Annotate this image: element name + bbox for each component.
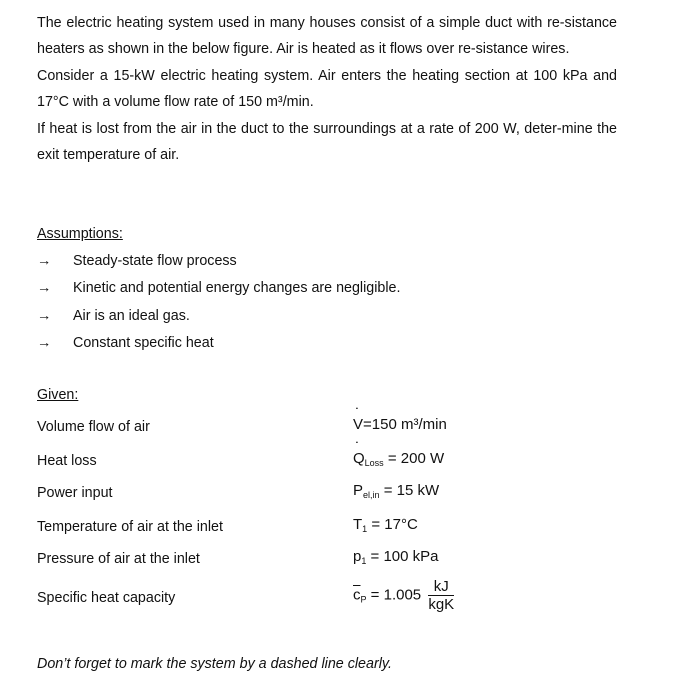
subscript: P <box>360 594 367 605</box>
symbol-t: T <box>353 516 363 533</box>
assumption-text: Kinetic and potential energy changes are negligible. <box>73 280 401 296</box>
given-title: Given: <box>37 387 79 403</box>
arrow-icon: → <box>37 335 52 351</box>
given-label-specific-heat: Specific heat capacity <box>37 590 176 606</box>
problem-paragraph-1: The electric heating system used in many houses consist of a simple duct with re-sistance heaters as shown in the below figure. Air is heated as it flows over re-sistance wires. <box>37 15 617 58</box>
unit-fraction <box>428 578 454 613</box>
unit-numerator: kJ <box>428 578 454 596</box>
given-label-heat-loss: Heat loss <box>37 453 97 469</box>
given-label-power-input: Power input <box>37 485 113 501</box>
given-value-power-input <box>353 482 439 500</box>
subscript: Loss <box>364 458 384 468</box>
symbol-v-dot: ˙ V <box>353 416 363 433</box>
problem-statement <box>37 10 617 168</box>
value-text: = 200 W <box>383 450 445 467</box>
symbol-c-bar: $\overline{c}$ <box>353 586 361 604</box>
given-label-inlet-temperature: Temperature of air at the inlet <box>37 519 223 535</box>
given-label-inlet-pressure: Pressure of air at the inlet <box>37 551 200 567</box>
arrow-icon: → <box>37 280 52 296</box>
given-value-inlet-temperature <box>353 516 418 534</box>
given-value-volume-flow <box>353 416 447 433</box>
unit-denominator: kgK <box>428 596 455 613</box>
problem-paragraph-3: If heat is lost from the air in the duct to the surroundings at a rate of 200 W, deter-mine the exit temperature of air. <box>37 120 617 164</box>
arrow-icon: → <box>37 253 52 269</box>
assumption-text: Air is an ideal gas. <box>73 308 190 324</box>
assumption-text: Constant specific heat <box>73 335 214 351</box>
subscript: 1 <box>361 556 367 566</box>
value-text: = 100 kPa <box>366 548 439 565</box>
value-text: = 15 kW <box>379 482 440 499</box>
value-text: = 17°C <box>367 516 418 533</box>
subscript: 1 <box>362 524 368 534</box>
given-value-specific-heat <box>353 578 454 613</box>
symbol-p: P <box>353 482 364 499</box>
symbol-p: p <box>353 548 362 565</box>
footer-note: Don’t forget to mark the system by a dashed line clearly. <box>37 656 392 672</box>
value-text: =150 m³/min <box>363 416 447 433</box>
given-value-inlet-pressure <box>353 548 439 566</box>
value-text: = 1.005 <box>366 586 422 604</box>
given-label-volume-flow: Volume flow of air <box>37 419 150 435</box>
arrow-icon: → <box>37 308 52 324</box>
given-value-heat-loss <box>353 450 444 468</box>
problem-paragraph-2: Consider a 15-kW electric heating system. Air enters the heating section at 100 kPa and 17°C with a volume flow rate of 150 m³/min. <box>37 67 617 111</box>
assumption-text: Steady-state flow process <box>73 253 237 269</box>
subscript: el,in <box>363 490 380 500</box>
assumptions-title: Assumptions: <box>37 226 123 242</box>
symbol-q-dot: ˙ Q <box>353 450 365 467</box>
